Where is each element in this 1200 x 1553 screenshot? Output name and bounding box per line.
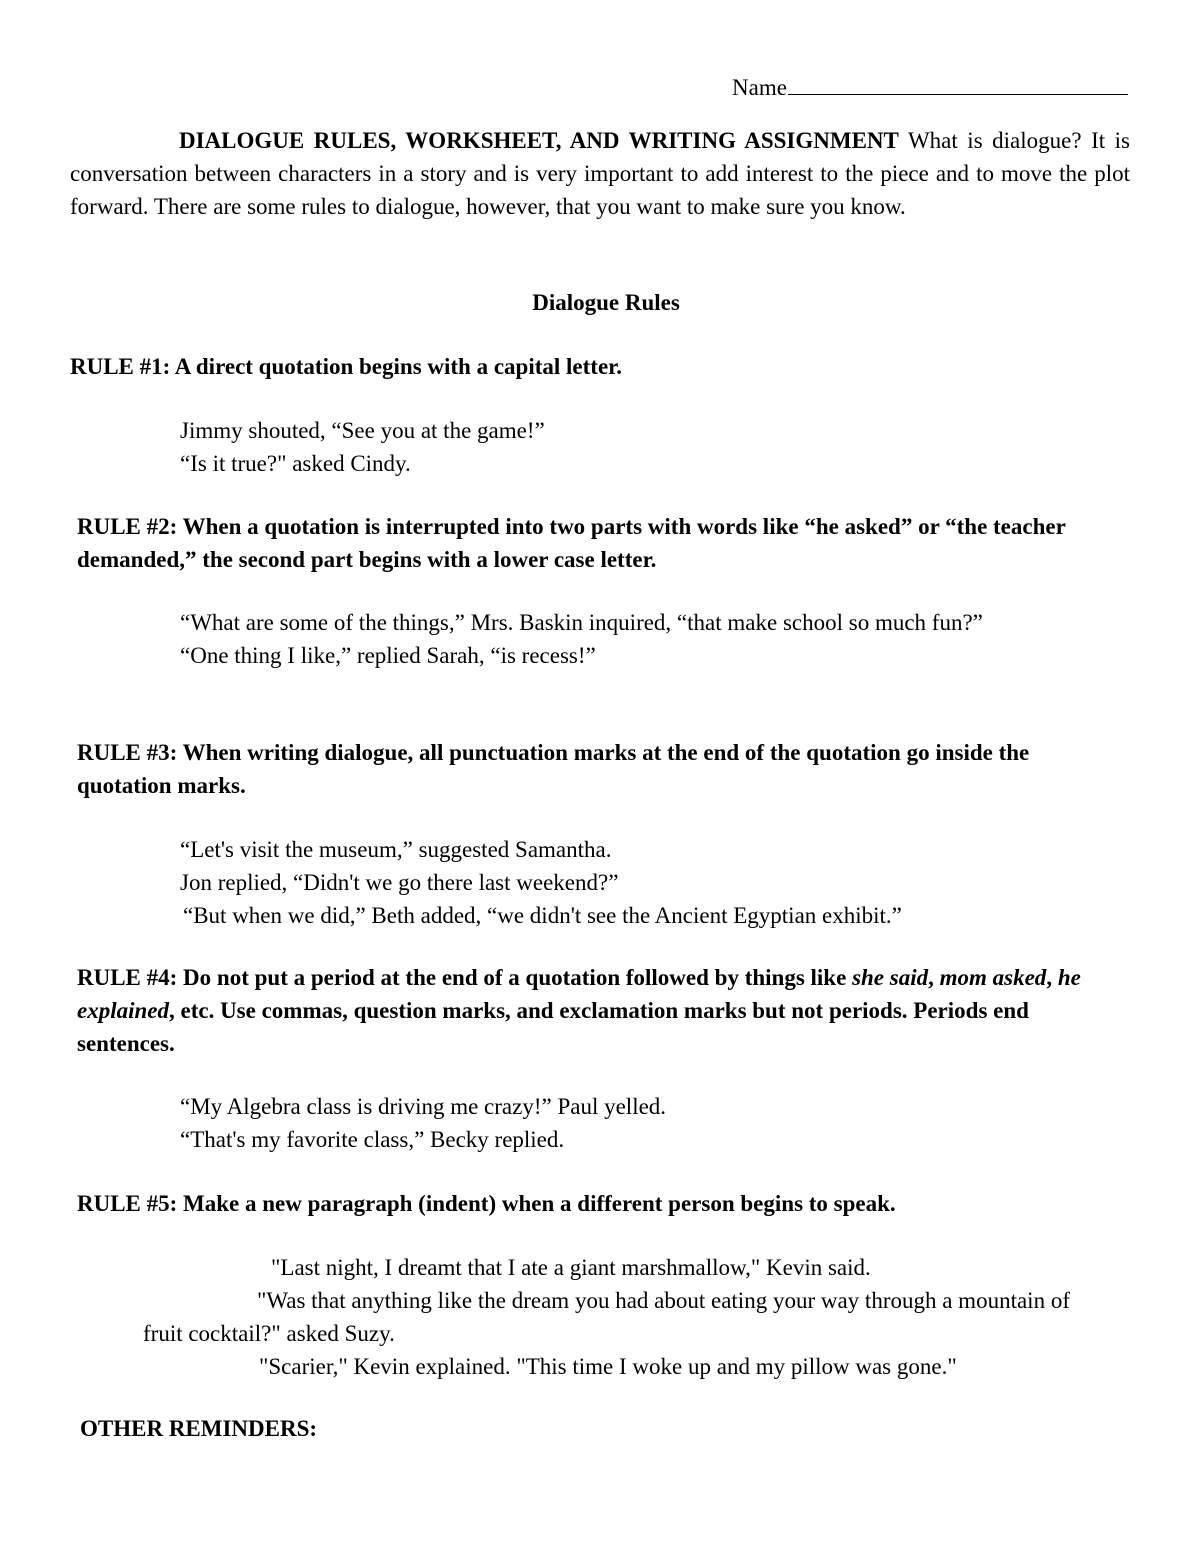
rule-4-italic: she said bbox=[852, 965, 929, 990]
other-reminders-heading: OTHER REMINDERS: bbox=[80, 1416, 318, 1441]
section-heading: Dialogue Rules bbox=[532, 290, 680, 315]
intro-paragraph bbox=[70, 124, 1130, 223]
rule-4-text: , bbox=[928, 965, 940, 990]
example-line: “Let's visit the museum,” suggested Samantha. bbox=[180, 837, 612, 862]
example-line: “But when we did,” Beth added, “we didn't see the Ancient Egyptian exhibit.” bbox=[183, 903, 902, 928]
dialogue-paragraph: "Scarier," Kevin explained. "This time I woke up and my pillow was gone." bbox=[259, 1354, 957, 1379]
rule-5: RULE #5: Make a new paragraph (indent) when a different person begins to speak. bbox=[77, 1191, 896, 1216]
rule-2: RULE #2: When a quotation is interrupted into two parts with words like “he asked” or “the teacher demanded,” the second part begins with a lower case letter. bbox=[77, 514, 1066, 572]
rule-2-examples bbox=[180, 606, 1080, 672]
intro-text: What is dialogue? It is conversation between characters in a story and is very important to add interest to the piece and to move the plot forward. There are some rules to dialogue, however, that you want to make sure you know. bbox=[70, 128, 1130, 219]
name-label: Name bbox=[732, 75, 787, 100]
rule-5-examples bbox=[143, 1251, 1103, 1383]
rule-1: RULE #1: A direct quotation begins with a capital letter. bbox=[70, 354, 623, 379]
example-line: “One thing I like,” replied Sarah, “is recess!” bbox=[180, 643, 596, 668]
dialogue-paragraph: "Was that anything like the dream you had about eating your way through a mountain of fruit cocktail?" asked Suzy. bbox=[143, 1288, 1070, 1346]
name-field bbox=[732, 70, 1152, 104]
rule-4-italic: he explained bbox=[77, 965, 1081, 1023]
rule-4-italic: mom asked bbox=[939, 965, 1047, 990]
example-line: Jimmy shouted, “See you at the game!” bbox=[180, 418, 545, 443]
rule-3-examples bbox=[180, 833, 1110, 932]
document-title: DIALOGUE RULES, WORKSHEET, AND WRITING ASSIGNMENT bbox=[179, 128, 899, 153]
example-line: “That's my favorite class,” Becky replied. bbox=[180, 1127, 565, 1152]
rule-4 bbox=[70, 961, 1115, 1060]
rule-4-text: , bbox=[1046, 965, 1058, 990]
rule-4-examples bbox=[180, 1090, 1110, 1156]
dialogue-paragraph: "Last night, I dreamt that I ate a giant marshmallow," Kevin said. bbox=[271, 1255, 871, 1280]
rule-3: RULE #3: When writing dialogue, all punctuation marks at the end of the quotation go inside the quotation marks. bbox=[77, 740, 1030, 798]
rule-1-examples bbox=[180, 414, 1110, 480]
example-line: “What are some of the things,” Mrs. Baskin inquired, “that make school so much fun?” bbox=[180, 610, 983, 635]
example-line: “My Algebra class is driving me crazy!” Paul yelled. bbox=[180, 1094, 667, 1119]
rule-4-text: RULE #4: Do not put a period at the end of a quotation followed by things like bbox=[77, 965, 853, 990]
name-blank-line bbox=[788, 70, 1128, 95]
example-line: “Is it true?" asked Cindy. bbox=[180, 451, 411, 476]
example-line: Jon replied, “Didn't we go there last weekend?” bbox=[180, 870, 619, 895]
rule-4-text: , etc. Use commas, question marks, and exclamation marks but not periods. Periods end sentences. bbox=[77, 998, 1029, 1056]
